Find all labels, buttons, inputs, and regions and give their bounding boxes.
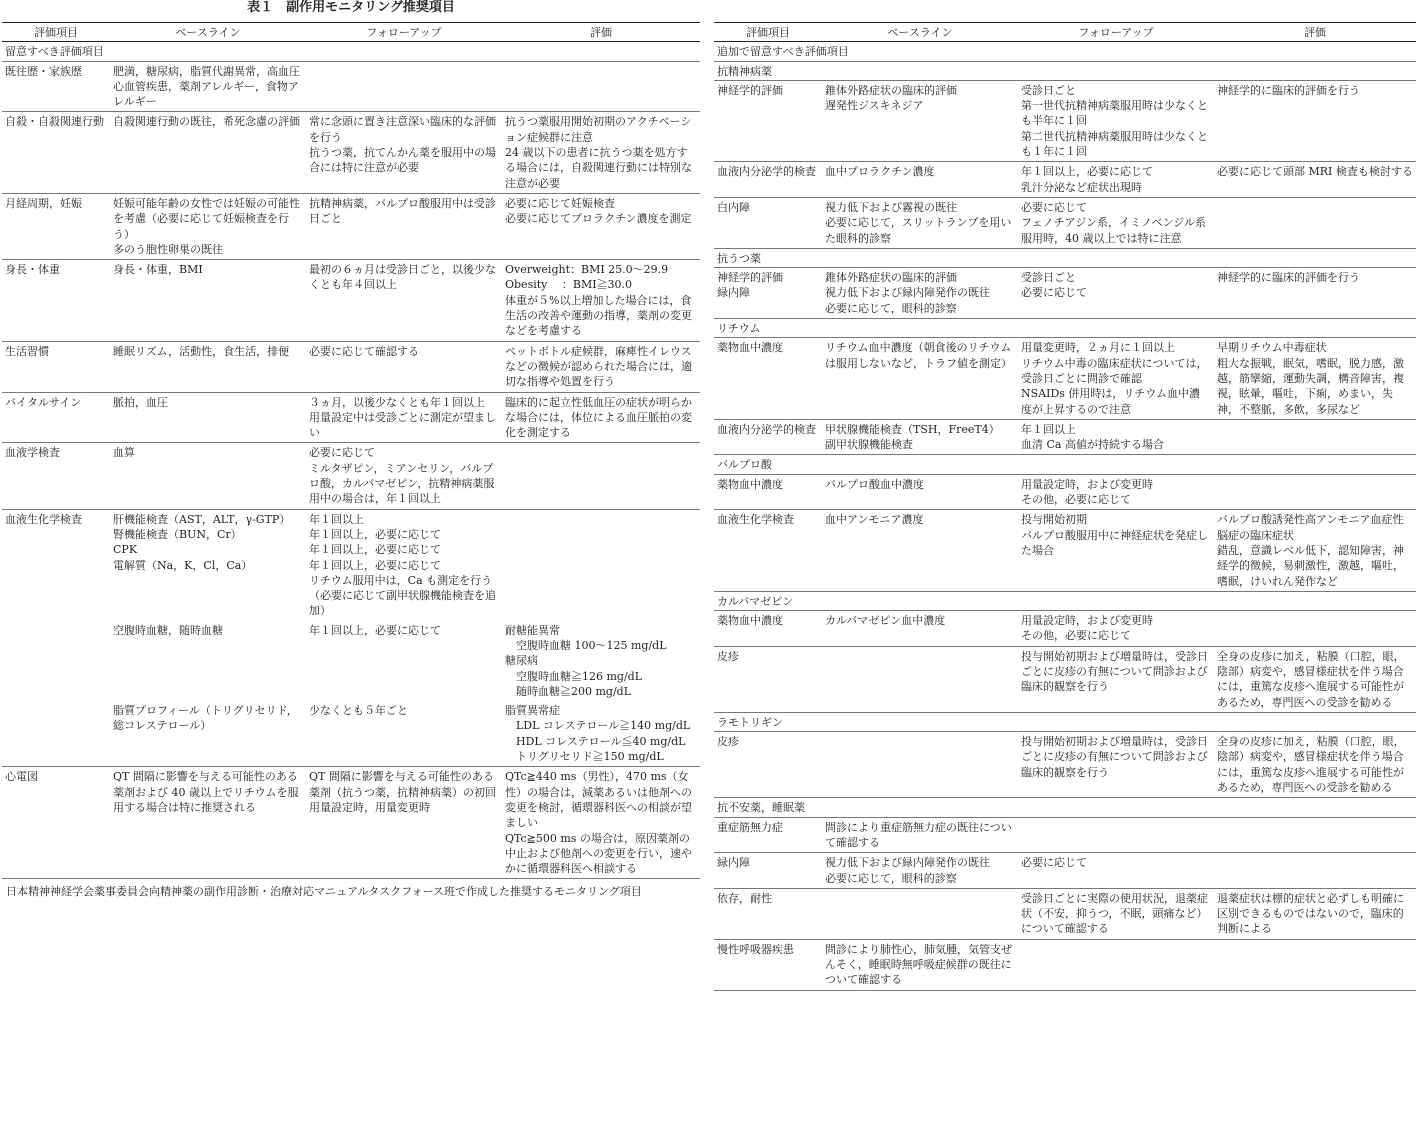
evaluation-cell — [1214, 646, 1416, 712]
baseline-cell — [822, 197, 1018, 248]
baseline-cell-line: 必要に応じて，スリットランプを用いた眼科的診察 — [825, 216, 1012, 245]
followup-cell — [306, 392, 502, 443]
followup-cell — [1018, 853, 1214, 889]
baseline-cell-line: 妊娠可能年齢の女性では妊娠の可能性を考慮（必要に応じて妊娠検査を行う） — [113, 196, 300, 241]
table-row — [714, 197, 1416, 248]
evaluation-cell-line: QTc≧500 ms の場合は，原因薬剤の中止および他剤への変更を行い，速やかに循環器科医へ相談する — [505, 831, 692, 876]
evaluation-cell-line: HDL コレステロール≦40 mg/dL — [516, 734, 686, 748]
followup-cell-line: 抗精神病薬，バルプロ酸服用中は受診日ごと — [309, 196, 496, 226]
evaluation-cell — [1214, 162, 1416, 198]
followup-cell-line: 第二世代抗精神病薬服用時は少なくとも１年に１回 — [1021, 129, 1208, 159]
followup-cell-line: 受診日ごと — [1021, 271, 1076, 285]
followup-cell-line: 年１回以上，必要に応じて — [1021, 165, 1153, 179]
item-cell: 生活習慣 — [2, 341, 110, 392]
baseline-cell — [822, 817, 1018, 853]
evaluation-cell — [502, 443, 700, 509]
right-table-panel — [714, 22, 1416, 991]
baseline-cell-line: 血中プロラクチン濃度 — [825, 165, 935, 179]
baseline-cell-line: 肥満，糖尿病，脂質代謝異常，高血圧 — [113, 64, 300, 78]
table-row — [714, 162, 1416, 198]
header-item: 評価項目 — [714, 23, 822, 42]
followup-cell-line: 必要に応じて — [1021, 200, 1087, 214]
evaluation-cell-line: 空腹時血糖≧126 mg/dL — [516, 669, 643, 683]
baseline-cell — [110, 193, 306, 259]
baseline-cell-line: カルバマゼピン血中濃度 — [825, 614, 946, 628]
followup-cell-line: 血清 Ca 高値が持続する場合 — [1021, 438, 1164, 452]
followup-cell-line: リチウム服用中は，Ca も測定を行う（必要に応じて副甲状腺機能検査を追加） — [309, 573, 496, 618]
baseline-cell — [822, 732, 1018, 798]
item-cell: 血液学検査 — [2, 443, 110, 509]
followup-cell — [306, 701, 502, 767]
drug-group-header: 抗精神病薬 — [714, 61, 1416, 80]
evaluation-cell-line: 神経学的に臨床的評価を行う — [1217, 271, 1360, 285]
header-baseline: ベースライン — [822, 23, 1018, 42]
evaluation-cell — [502, 392, 700, 443]
evaluation-cell — [1214, 338, 1416, 419]
evaluation-cell-line: トリグリセリド≧150 mg/dL — [516, 750, 664, 764]
item-cell: 依存，耐性 — [714, 888, 822, 939]
baseline-cell — [822, 474, 1018, 510]
evaluation-cell-line: 退薬症状は標的症状と必ずしも明確に区別できるものではないので，臨床的判断による — [1217, 891, 1404, 936]
baseline-cell-line: 睡眠リズム，活動性，食生活，排便 — [113, 344, 290, 358]
followup-cell — [1018, 419, 1214, 455]
item-cell: 血液内分泌学的検査 — [714, 162, 822, 198]
followup-cell — [1018, 197, 1214, 248]
section-header: 留意すべき評価項目 — [2, 42, 700, 61]
followup-cell-line: ３ヵ月，以後少なくとも年１回以上 — [309, 395, 485, 409]
followup-cell — [1018, 817, 1214, 853]
evaluation-cell-line: 全身の皮疹に加え，粘膜（口腔，眼，陰部）病変や，感冒様症状を伴う場合には，重篤な皮疹へ進展する可能性があるため，専門医への受診を勧める — [1217, 649, 1405, 709]
baseline-cell — [822, 80, 1018, 161]
followup-cell-line: 投与開始初期 — [1021, 513, 1087, 527]
drug-group-header: リチウム — [714, 319, 1416, 338]
evaluation-cell-line: 粗大な振戦，眠気，嗜眠，脱力感，激越，筋攣縮，運動失調，構音障害，複視，眩暈，嘔吐，下痢，めまい，失神，不整脈，多飲，多尿など — [1217, 356, 1404, 416]
evaluation-cell-line: 空腹時血糖 100〜125 mg/dL — [516, 638, 667, 652]
drug-group-header-row — [714, 319, 1416, 338]
table-row — [2, 112, 700, 193]
item-cell: バイタルサイン — [2, 392, 110, 443]
evaluation-cell — [502, 112, 700, 193]
header-evaluation: 評価 — [1214, 23, 1416, 42]
baseline-cell-line: 視力低下および緑内障発作の既往 — [825, 856, 990, 870]
followup-cell-line: 常に念頭に置き注意深い臨床的な評価を行う — [309, 115, 496, 144]
baseline-cell — [110, 392, 306, 443]
table-row — [2, 61, 700, 112]
baseline-cell-line: 遅発性ジスキネジア — [825, 99, 924, 113]
item-cell — [2, 621, 110, 701]
item-cell: 血液生化学検査 — [5, 512, 82, 526]
baseline-cell-line: CPK — [113, 543, 138, 557]
baseline-cell-line: 電解質（Na，K，Cl，Ca） — [113, 558, 253, 572]
header-item: 評価項目 — [2, 23, 110, 42]
baseline-cell-line: 身長・体重，BMI — [113, 263, 203, 277]
followup-cell-line: 必要に応じて — [1021, 856, 1087, 870]
followup-cell-line: 年１回以上 — [309, 512, 364, 526]
followup-cell — [1018, 162, 1214, 198]
baseline-cell — [822, 510, 1018, 591]
baseline-cell-line: 血算 — [113, 446, 135, 460]
followup-cell-line: 受診日ごと — [1021, 83, 1076, 97]
followup-cell-line: 投与開始初期および増量時は，受診日ごとに皮疹の有無について問診および臨床的観察を行う — [1021, 735, 1208, 779]
table-row — [714, 817, 1416, 853]
followup-cell — [306, 341, 502, 392]
followup-cell — [306, 112, 502, 193]
evaluation-cell — [502, 341, 700, 392]
drug-group-header-row — [714, 248, 1416, 267]
baseline-cell-line: 脈拍，血圧 — [113, 395, 168, 409]
baseline-cell — [822, 611, 1018, 647]
table-row — [2, 341, 700, 392]
drug-group-header: 抗うつ薬 — [714, 248, 1416, 267]
evaluation-cell — [1214, 853, 1416, 889]
evaluation-cell-line: 必要に応じて妊娠検査 — [505, 196, 615, 210]
table-row — [2, 260, 700, 341]
evaluation-cell — [502, 193, 700, 259]
table-row — [714, 474, 1416, 510]
baseline-cell-line: 心血管疾患，薬剤アレルギー，食物アレルギー — [113, 79, 299, 109]
followup-cell-line: 必要に応じて — [309, 446, 375, 460]
followup-cell — [306, 260, 502, 341]
evaluation-cell-line: 神経学的に臨床的評価を行う — [1217, 83, 1360, 97]
drug-group-header-row — [714, 591, 1416, 610]
baseline-cell — [822, 646, 1018, 712]
evaluation-cell-line: 耐糖能異常 — [505, 623, 560, 637]
section-header-row — [714, 42, 1416, 61]
baseline-cell-line: 腎機能検査（BUN，Cr） — [113, 527, 242, 541]
baseline-cell-line: リチウム血中濃度（朝食後のリチウムは服用しないなど，トラフ値を測定） — [825, 341, 1012, 370]
followup-cell-line: ミルタザピン，ミアンセリン，バルプロ酸，カルバマゼピン，抗精神病薬服用中の場合は，年１回以上 — [309, 461, 495, 506]
evaluation-cell — [1214, 419, 1416, 455]
followup-cell-line: 少なくとも５年ごと — [309, 704, 408, 718]
evaluation-cell — [1214, 268, 1416, 319]
item-cell: 薬物血中濃度 — [714, 474, 822, 510]
followup-cell-line: QT 間隔に影響を与える可能性のある薬剤（抗うつ薬，抗精神病薬）の初回用量設定時，用量変更時 — [309, 770, 496, 814]
evaluation-cell-line: 錯乱，意識レベル低下，認知障害，神経学的徴候，易刺激性，激越，嘔吐，嗜眠，けいれん発作など — [1217, 543, 1404, 588]
baseline-cell-line: QT 間隔に影響を与える可能性のある薬剤および 40 歳以上でリチウムを服用する場合は特に推奨される — [113, 770, 299, 814]
baseline-cell — [822, 419, 1018, 455]
followup-cell-line: フェノチアジン系，イミノベンジル系服用時，40 歳以上では特に注意 — [1021, 216, 1206, 245]
baseline-cell — [110, 341, 306, 392]
section-header: 追加で留意すべき評価項目 — [714, 42, 1416, 61]
evaluation-cell — [502, 509, 700, 621]
table-row — [714, 939, 1416, 990]
followup-cell-line: 乳汁分泌など症状出現時 — [1021, 180, 1142, 194]
baseline-cell-line: 血中アンモニア濃度 — [825, 513, 924, 527]
right-table — [714, 22, 1416, 991]
followup-cell — [1018, 888, 1214, 939]
evaluation-cell-line: 糖尿病 — [505, 654, 538, 668]
evaluation-cell — [1214, 197, 1416, 248]
followup-cell-line: リチウム中毒の臨床症状については，受診日ごとに問診で確認 — [1021, 356, 1208, 385]
evaluation-cell-line: Obesity ：BMI≧30.0 — [505, 278, 633, 292]
header-followup: フォローアップ — [1018, 23, 1214, 42]
table-row — [714, 510, 1416, 591]
evaluation-cell — [502, 767, 700, 879]
table-row — [714, 80, 1416, 161]
baseline-cell — [110, 260, 306, 341]
baseline-cell — [822, 939, 1018, 990]
section-header-row — [2, 42, 700, 61]
baseline-cell-line: 必要に応じて，眼科的診察 — [825, 871, 957, 885]
header-evaluation: 評価 — [502, 23, 700, 42]
evaluation-cell-line: 必要に応じてプロラクチン濃度を測定 — [505, 212, 692, 226]
item-cell-line: 緑内障 — [717, 286, 750, 300]
item-cell: 血液内分泌学的検査 — [714, 419, 822, 455]
followup-cell-line: 用量設定時，および変更時 — [1021, 614, 1153, 628]
followup-cell-line: NSAIDs 併用時は，リチウム血中濃度が上昇するので注意 — [1021, 387, 1201, 416]
followup-cell — [1018, 611, 1214, 647]
item-cell: 自殺・自殺関連行動 — [2, 112, 110, 193]
evaluation-cell — [1214, 939, 1416, 990]
followup-cell-line: 年１回以上，必要に応じて — [309, 623, 441, 637]
baseline-cell-line: 副甲状腺機能検査 — [825, 438, 913, 452]
table-row — [714, 732, 1416, 798]
followup-cell-line: 年１回以上，必要に応じて — [309, 527, 441, 541]
followup-cell — [306, 509, 502, 621]
followup-cell — [1018, 474, 1214, 510]
evaluation-cell — [1214, 80, 1416, 161]
baseline-cell-line: バルプロ酸血中濃度 — [825, 477, 924, 491]
followup-cell — [306, 193, 502, 259]
evaluation-cell — [502, 701, 700, 767]
baseline-cell-line: 視力低下および霧視の既往 — [825, 200, 957, 214]
baseline-cell-line: 問診により肺性心，肺気腫，気管支ぜんそく，睡眠時無呼吸症候群の既往について確認する — [825, 942, 1012, 987]
baseline-cell-line: 錐体外路症状の臨床的評価 — [825, 83, 957, 97]
evaluation-cell-line: バルプロ酸誘発性高アンモニア血症性脳症の臨床症状 — [1217, 513, 1404, 542]
evaluation-cell-line: ペットボトル症候群，麻痺性イレウスなどの徴候が認められた場合には，適切な指導や処置を行う — [505, 344, 692, 389]
followup-cell-line: 用量設定中は受診ごとに測定が望ましい — [309, 410, 496, 440]
followup-cell-line: 年１回以上 — [1021, 422, 1076, 436]
evaluation-cell-line: QTc≧440 ms（男性），470 ms（女性）の場合は，減薬あるいは他剤への変更を検討，循環器科医への相談が望ましい — [505, 770, 692, 830]
followup-cell — [306, 767, 502, 879]
evaluation-cell — [502, 61, 700, 112]
table-row — [714, 419, 1416, 455]
evaluation-cell — [502, 621, 700, 701]
evaluation-cell — [1214, 474, 1416, 510]
followup-cell — [1018, 80, 1214, 161]
item-cell: 緑内障 — [714, 853, 822, 889]
item-cell: 薬物血中濃度 — [714, 338, 822, 419]
followup-cell-line: その他，必要に応じて — [1021, 493, 1131, 507]
baseline-cell-line: 肝機能検査（AST，ALT，γ-GTP） — [113, 512, 291, 526]
table-row — [714, 888, 1416, 939]
followup-cell-line: 投与開始初期および増量時は，受診日ごとに皮疹の有無について問診および臨床的観察を行う — [1021, 649, 1208, 694]
drug-group-header-row — [714, 798, 1416, 817]
item-cell: 皮疹 — [714, 732, 822, 798]
drug-group-header-row — [714, 712, 1416, 731]
evaluation-cell-line: LDL コレステロール≧140 mg/dL — [516, 719, 691, 733]
baseline-cell-line: 多のう胞性卵巣の既往 — [113, 242, 223, 256]
followup-cell — [1018, 939, 1214, 990]
table-row — [714, 268, 1416, 319]
followup-cell-line: 必要に応じて確認する — [309, 344, 419, 358]
evaluation-cell-line: 全身の皮疹に加え，粘膜（口腔，眼，陰部）病変や，感冒様症状を伴う場合には，重篤な皮疹へ進展する可能性があるため，専門医への受診を勧める — [1217, 735, 1405, 795]
evaluation-cell-line: 24 歳以下の患者に抗うつ薬を処方する場合には，自殺関連行動には特別な注意が必要 — [505, 146, 692, 190]
baseline-cell-line: 問診により重症筋無力症の既往について確認する — [825, 820, 1012, 849]
evaluation-cell — [1214, 888, 1416, 939]
followup-cell-line: 必要に応じて — [1021, 286, 1087, 300]
evaluation-cell — [1214, 732, 1416, 798]
followup-cell — [1018, 338, 1214, 419]
baseline-cell-line: 空腹時血糖，随時血糖 — [113, 623, 223, 637]
baseline-cell-line: 甲状腺機能検査（TSH，FreeT4） — [825, 422, 1000, 436]
evaluation-cell-line: 抗うつ薬服用開始初期のアクチベーション症候群に注意 — [505, 115, 692, 144]
followup-cell-line: その他，必要に応じて — [1021, 629, 1131, 643]
followup-cell-line: 用量変更時，２ヵ月に１回以上 — [1021, 341, 1175, 355]
table-row — [2, 701, 700, 767]
evaluation-cell-line: 随時血糖≧200 mg/dL — [516, 684, 632, 698]
item-cell: 神経学的評価 — [714, 80, 822, 161]
table-row — [2, 392, 700, 443]
item-cell — [2, 701, 110, 767]
baseline-cell — [110, 443, 306, 509]
baseline-cell — [110, 767, 306, 879]
baseline-cell-line: 脂質プロフィール（トリグリセリド，総コレステロール） — [113, 704, 298, 733]
header-followup: フォローアップ — [306, 23, 502, 42]
evaluation-cell-line: 早期リチウム中毒症状 — [1217, 341, 1327, 355]
followup-cell — [1018, 732, 1214, 798]
baseline-cell — [822, 338, 1018, 419]
evaluation-cell — [1214, 611, 1416, 647]
followup-cell-line: 第一世代抗精神病薬服用時は少なくとも半年に１回 — [1021, 99, 1208, 128]
followup-cell — [306, 61, 502, 112]
item-cell: 皮疹 — [714, 646, 822, 712]
followup-cell-line: 年１回以上，必要に応じて — [309, 558, 441, 572]
evaluation-cell — [1214, 817, 1416, 853]
drug-group-header-row — [714, 455, 1416, 474]
left-table — [2, 22, 700, 879]
drug-group-header: 抗不安薬，睡眠薬 — [714, 798, 1416, 817]
evaluation-cell-line: 脂質異常症 — [505, 704, 560, 718]
followup-cell — [306, 443, 502, 509]
drug-group-header: カルバマゼピン — [714, 591, 1416, 610]
baseline-cell — [822, 888, 1018, 939]
evaluation-cell-line: 体重が５%以上増加した場合には，食生活の改善や運動の指導，薬剤の変更などを考慮する — [505, 293, 692, 338]
baseline-cell-line: 自殺関連行動の既往，希死念慮の評価 — [113, 115, 300, 129]
table-row — [2, 767, 700, 879]
baseline-cell — [110, 61, 306, 112]
followup-cell-line: 年１回以上，必要に応じて — [309, 543, 441, 557]
item-cell: 重症筋無力症 — [714, 817, 822, 853]
baseline-cell — [822, 268, 1018, 319]
left-header-row — [2, 23, 700, 42]
item-cell: 白内障 — [714, 197, 822, 248]
left-table-body — [2, 42, 700, 879]
baseline-cell — [110, 701, 306, 767]
item-cell: 慢性呼吸器疾患 — [714, 939, 822, 990]
table-row — [714, 338, 1416, 419]
item-cell: 心電図 — [2, 767, 110, 879]
baseline-cell-line: 錐体外路症状の臨床的評価 — [825, 271, 957, 285]
right-table-body — [714, 42, 1416, 990]
item-cell — [714, 268, 822, 319]
baseline-cell — [110, 509, 306, 621]
followup-cell — [1018, 268, 1214, 319]
table-row — [714, 646, 1416, 712]
followup-cell-line: バルプロ酸服用中に神経症状を発症した場合 — [1021, 528, 1208, 557]
followup-cell — [1018, 646, 1214, 712]
table-title: 表１ 副作用モニタリング推奨項目 — [247, 0, 455, 15]
drug-group-header: バルプロ酸 — [714, 455, 1416, 474]
evaluation-cell-line: Overweight：BMI 25.0〜29.9 — [505, 263, 669, 277]
evaluation-cell — [1214, 510, 1416, 591]
drug-group-header-row — [714, 61, 1416, 80]
right-header-row — [714, 23, 1416, 42]
table-row — [2, 509, 700, 621]
baseline-cell — [822, 853, 1018, 889]
baseline-cell-line: 必要に応じて，眼科的診察 — [825, 301, 957, 315]
evaluation-cell — [502, 260, 700, 341]
item-cell: 月経周期，妊娠 — [2, 193, 110, 259]
footnote: 日本精神神経学会薬事委員会向精神薬の副作用診断・治療対応マニュアルタスクフォース班で作成した推奨するモニタリング項目 — [6, 885, 642, 898]
followup-cell — [306, 621, 502, 701]
table-row — [714, 853, 1416, 889]
table-row — [2, 193, 700, 259]
followup-cell-line: 最初の６ヵ月は受診日ごと，以後少なくとも年４回以上 — [309, 263, 496, 292]
item-cell: 薬物血中濃度 — [714, 611, 822, 647]
evaluation-cell-line: 必要に応じて頭部 MRI 検査も検討する — [1217, 165, 1413, 179]
baseline-cell — [110, 621, 306, 701]
table-row — [2, 443, 700, 509]
left-table-panel — [2, 22, 700, 879]
drug-group-header: ラモトリギン — [714, 712, 1416, 731]
baseline-cell — [822, 162, 1018, 198]
followup-cell-line: 受診日ごとに実際の使用状況，退薬症状（不安，抑うつ，不眠，頭痛など）について確認する — [1021, 891, 1208, 936]
header-baseline: ベースライン — [110, 23, 306, 42]
item-cell-line: 神経学的評価 — [717, 271, 783, 285]
followup-cell-line: 抗うつ薬，抗てんかん薬を服用中の場合には特に注意が必要 — [309, 146, 496, 175]
item-cell: 身長・体重 — [2, 260, 110, 341]
baseline-cell-line: 視力低下および緑内障発作の既往 — [825, 286, 990, 300]
table-row — [714, 611, 1416, 647]
table-row — [2, 621, 700, 701]
followup-cell-line: 用量設定時，および変更時 — [1021, 477, 1153, 491]
evaluation-cell-line: 臨床的に起立性低血圧の症状が明らかな場合には，体位による血圧脈拍の変化を測定する — [505, 395, 692, 440]
item-cell: 既往歴・家族歴 — [2, 61, 110, 112]
item-cell: 血液生化学検査 — [714, 510, 822, 591]
followup-cell — [1018, 510, 1214, 591]
baseline-cell — [110, 112, 306, 193]
